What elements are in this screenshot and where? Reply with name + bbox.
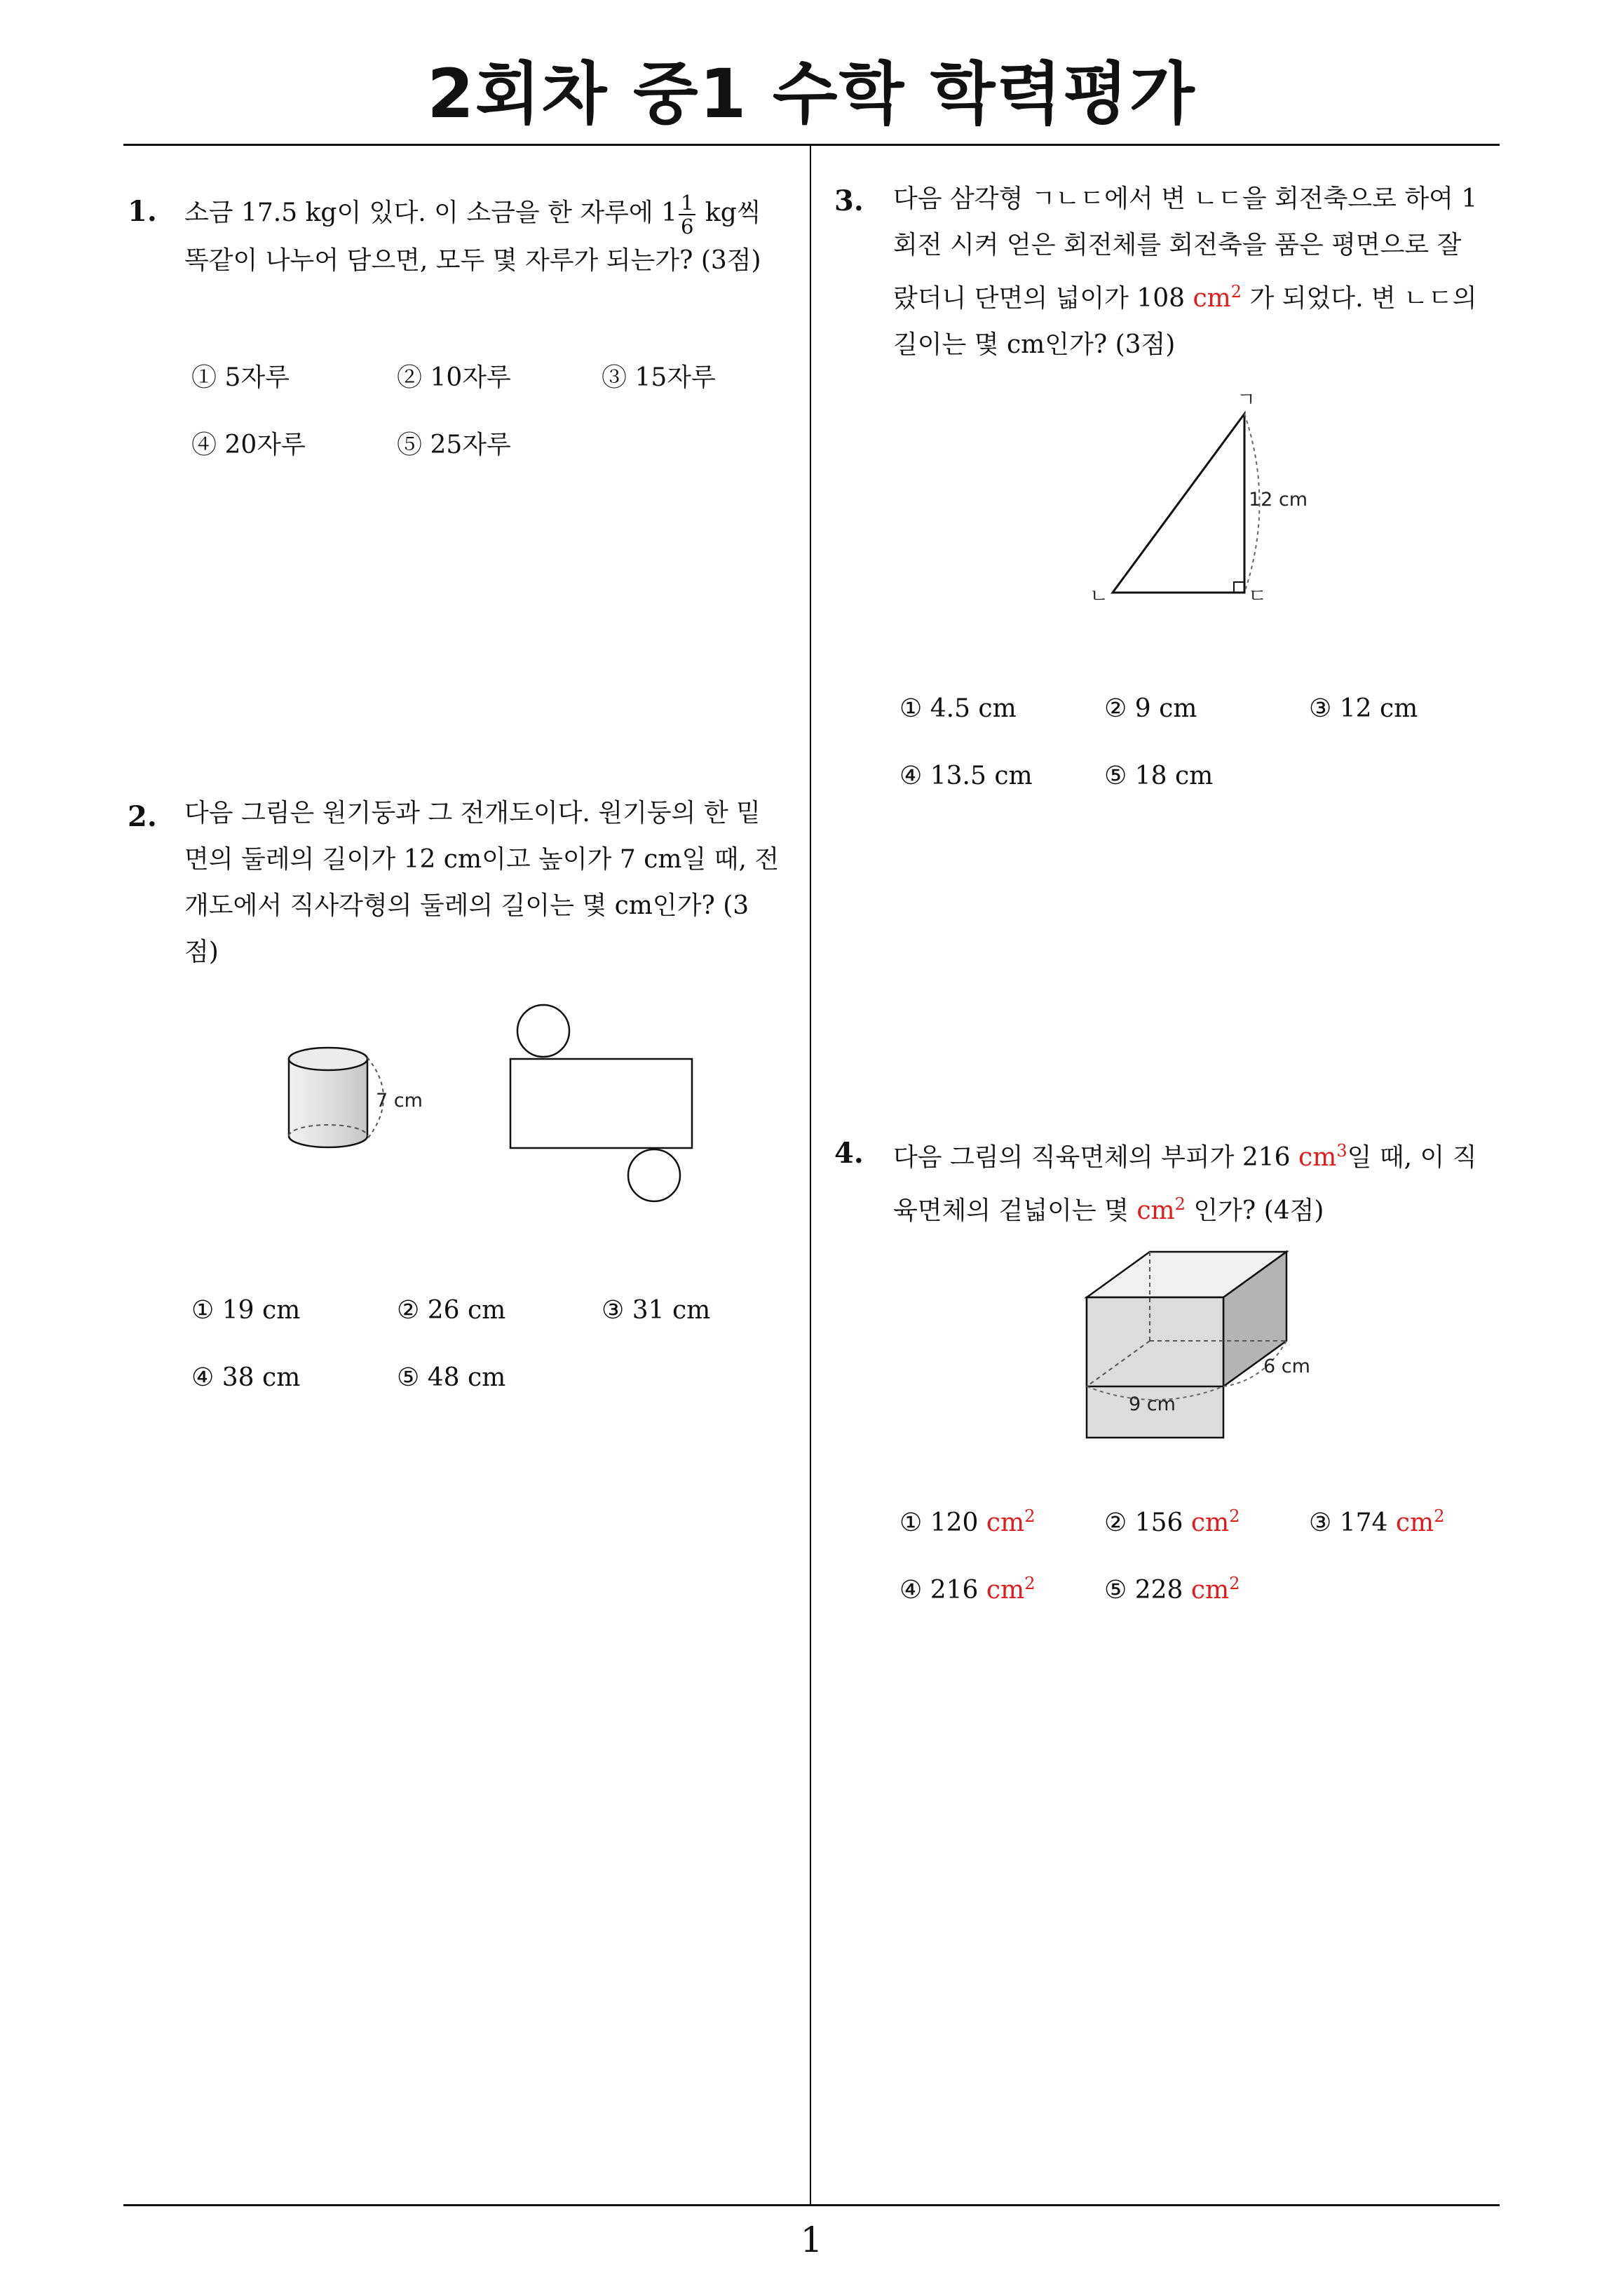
option-2[interactable]	[1104, 1506, 1240, 1537]
unit-exponent: 2	[1229, 1506, 1240, 1526]
page-title: 2회차 중1 수학 학력평가	[427, 55, 1196, 133]
unit-exponent: 2	[1174, 1194, 1186, 1214]
triangle-figure	[1080, 388, 1308, 614]
cylinder-net	[510, 1005, 692, 1201]
text-segment: 랐더니 단면의 넓이가 108	[893, 284, 1193, 313]
question-line: 면의 둘레의 길이가 12 cm이고 높이가 7 cm일 때, 전	[184, 845, 780, 874]
cuboid-front	[1087, 1297, 1223, 1386]
option-text: ① 120	[899, 1508, 986, 1537]
question-line: 점)	[184, 938, 219, 966]
option-3[interactable]: ③ 15자루	[602, 363, 716, 392]
unit	[986, 1508, 1035, 1537]
fraction-numerator: 1	[679, 191, 695, 215]
question-line	[893, 1181, 1507, 1234]
text-segment: 육면체의 겉넓이는 몇	[893, 1196, 1137, 1225]
page-number: 1	[800, 2220, 823, 2260]
question-text	[893, 1128, 1507, 1234]
unit-text: cm	[986, 1576, 1025, 1605]
unit-text: cm	[1193, 284, 1231, 313]
question-line: 길이는 몇 cm인가? (3점)	[893, 330, 1176, 359]
unit-exponent: 2	[1229, 1574, 1240, 1593]
text-segment: 다음 그림의 직육면체의 부피가 216	[893, 1143, 1299, 1172]
text-segment: 일 때, 이 직	[1347, 1143, 1477, 1172]
width-label: 9 cm	[1129, 1393, 1176, 1415]
unit-exponent: 2	[1024, 1574, 1035, 1593]
unit-exponent: 3	[1336, 1141, 1347, 1161]
option-2[interactable]: ② 9 cm	[1104, 694, 1197, 723]
option-1[interactable]: ① 19 cm	[191, 1296, 301, 1325]
vertex-label-right: ㄷ	[1248, 584, 1268, 607]
question-line	[893, 1128, 1507, 1181]
text-segment: 가 되었다. 변 ㄴㄷ의	[1242, 284, 1477, 313]
question-text	[184, 190, 799, 284]
option-2[interactable]: ② 26 cm	[397, 1296, 506, 1325]
unit-text: cm	[1395, 1508, 1434, 1537]
unit-exponent: 2	[1024, 1506, 1035, 1526]
question-number: 3.	[834, 184, 864, 217]
right-angle-mark	[1234, 582, 1244, 593]
option-text: ⑤ 228	[1104, 1576, 1191, 1605]
side-length-label: 12 cm	[1249, 489, 1308, 511]
option-1[interactable]	[899, 1506, 1035, 1537]
text-segment: kg씩	[697, 198, 761, 227]
option-text: ② 156	[1104, 1508, 1191, 1537]
unit	[1298, 1143, 1347, 1172]
option-3[interactable]	[1309, 1506, 1444, 1537]
header-rule	[123, 144, 1500, 146]
triangle	[1113, 414, 1244, 593]
unit	[1136, 1196, 1186, 1225]
unit	[1191, 1576, 1240, 1605]
option-4[interactable]: ④ 38 cm	[191, 1363, 301, 1392]
unit	[1193, 284, 1242, 313]
text-segment: 인가? (4점)	[1185, 1196, 1324, 1225]
height-label: 7 cm	[376, 1090, 423, 1112]
question-line: 개도에서 직사각형의 둘레의 길이는 몇 cm인가? (3	[184, 891, 749, 920]
fraction	[679, 191, 695, 238]
question-number: 2.	[128, 800, 157, 833]
unit-exponent: 2	[1230, 282, 1242, 302]
option-text: ③ 174	[1309, 1508, 1396, 1537]
option-4[interactable]: ④ 20자루	[191, 431, 306, 459]
unit	[986, 1576, 1035, 1605]
question-text	[893, 176, 1507, 368]
question-line: 다음 삼각형 ㄱㄴㄷ에서 변 ㄴㄷ을 회전축으로 하여 1	[893, 184, 1478, 213]
question-line: 똑같이 나누어 담으면, 모두 몇 자루가 되는가? (3점)	[184, 246, 761, 275]
unit-text: cm	[1190, 1508, 1230, 1537]
option-5[interactable]: ⑤ 18 cm	[1104, 762, 1214, 790]
cylinder-net-figure	[280, 996, 701, 1220]
question-line: 다음 그림은 원기둥과 그 전개도이다. 원기둥의 한 밑	[184, 799, 761, 828]
option-3[interactable]: ③ 12 cm	[1309, 694, 1418, 723]
option-5[interactable]	[1104, 1574, 1240, 1605]
unit	[1191, 1508, 1240, 1537]
text-segment: 소금 17.5 kg이 있다. 이 소금을 한 자루에 1	[184, 198, 677, 227]
question-number: 1.	[128, 195, 157, 228]
depth-label: 6 cm	[1263, 1356, 1310, 1377]
vertex-label-left: ㄴ	[1089, 584, 1109, 607]
vertex-label-top: ㄱ	[1237, 388, 1256, 411]
footer-rule	[123, 2204, 1500, 2206]
unit-text: cm	[1190, 1576, 1230, 1605]
cylinder	[289, 1048, 367, 1147]
option-2[interactable]: ② 10자루	[397, 363, 511, 392]
option-4[interactable]	[899, 1574, 1035, 1605]
option-3[interactable]: ③ 31 cm	[602, 1296, 711, 1325]
question-text	[184, 790, 799, 975]
question-line	[184, 190, 799, 238]
question-line: 회전 시켜 얻은 회전체를 회전축을 품은 평면으로 잘	[893, 231, 1462, 259]
question-number: 4.	[834, 1137, 864, 1170]
option-text: ④ 216	[899, 1576, 986, 1605]
unit-exponent: 2	[1434, 1506, 1445, 1526]
option-1[interactable]: ① 5자루	[191, 363, 290, 392]
unit-text: cm	[986, 1508, 1025, 1537]
unit	[1396, 1508, 1445, 1537]
unit-text: cm	[1136, 1196, 1175, 1225]
option-1[interactable]: ① 4.5 cm	[899, 694, 1017, 723]
column-divider	[810, 146, 811, 2204]
fraction-denominator: 6	[681, 215, 694, 238]
option-5[interactable]: ⑤ 25자루	[397, 431, 511, 459]
cuboid-figure	[1080, 1245, 1318, 1427]
question-line	[893, 269, 1507, 322]
option-5[interactable]: ⑤ 48 cm	[397, 1363, 506, 1392]
option-4[interactable]: ④ 13.5 cm	[899, 762, 1033, 790]
unit-text: cm	[1298, 1143, 1337, 1172]
